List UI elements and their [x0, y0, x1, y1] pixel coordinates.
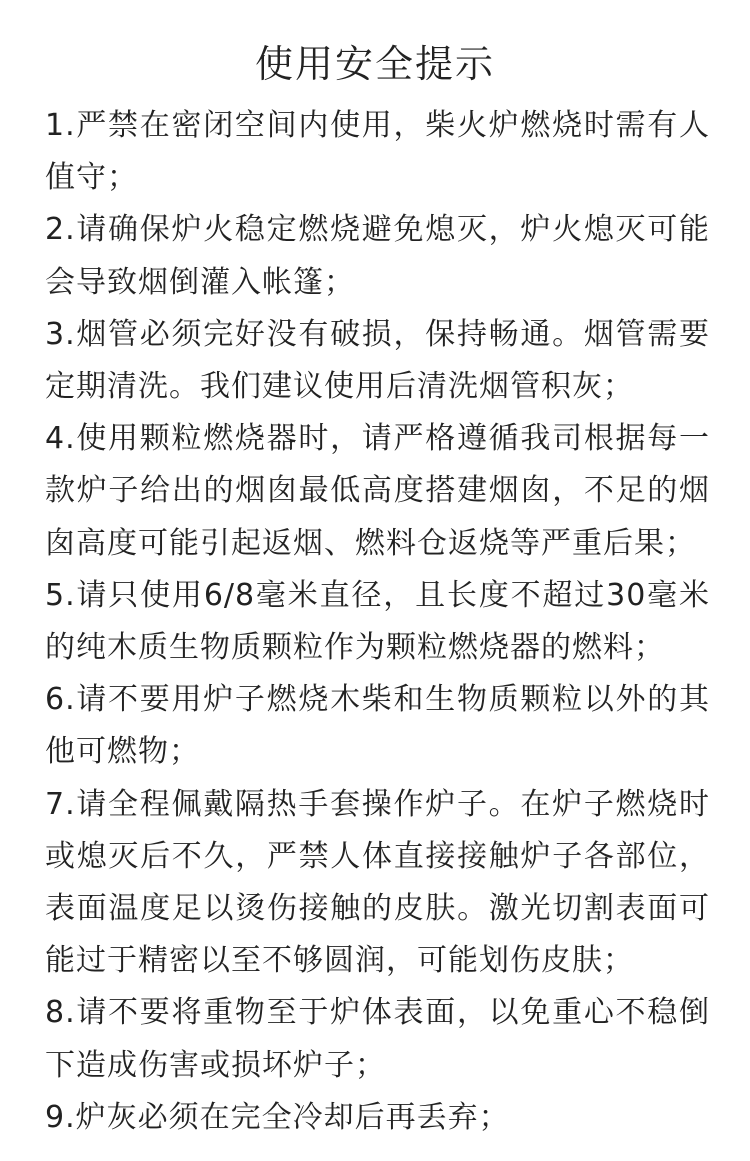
- safety-tip-item: 8.请不要将重物至于炉体表面，以免重心不稳倒下造成伤害或损坏炉子；: [45, 995, 710, 1083]
- safety-tip-item: 7.请全程佩戴隔热手套操作炉子。在炉子燃烧时或熄灭后不久，严禁人体直接接触炉子各部位，表面温度足以烫伤接触的皮肤。激光切割表面可能过于精密以至不够圆润，可能划伤皮肤；: [45, 786, 710, 979]
- safety-tips-list: [45, 100, 710, 1144]
- safety-tip-item: 4.使用颗粒燃烧器时，请严格遵循我司根据每一款炉子给出的烟囱最低高度搭建烟囱，不足的烟囱高度可能引起返烟、燃料仓返烧等严重后果；: [45, 421, 710, 561]
- safety-tip-item: 3.烟管必须完好没有破损，保持畅通。烟管需要定期清洗。我们建议使用后清洗烟管积灰；: [45, 316, 710, 405]
- safety-tip-item: 5.请只使用6/8毫米直径，且长度不超过30毫米的纯木质生物质颗粒作为颗粒燃烧器的燃料；: [45, 577, 710, 666]
- page-title: 使用安全提示: [254, 42, 495, 86]
- safety-tip-item: 2.请确保炉火稳定燃烧避免熄灭，炉火熄灭可能会导致烟倒灌入帐篷；: [45, 212, 710, 300]
- safety-tip-item: 1.严禁在密闭空间内使用，柴火炉燃烧时需有人值守；: [45, 108, 710, 196]
- safety-tip-item: 6.请不要用炉子燃烧木柴和生物质颗粒以外的其他可燃物；: [45, 682, 710, 770]
- safety-tip-item: 9.炉灰必须在完全冷却后再丢弃；: [45, 1099, 510, 1135]
